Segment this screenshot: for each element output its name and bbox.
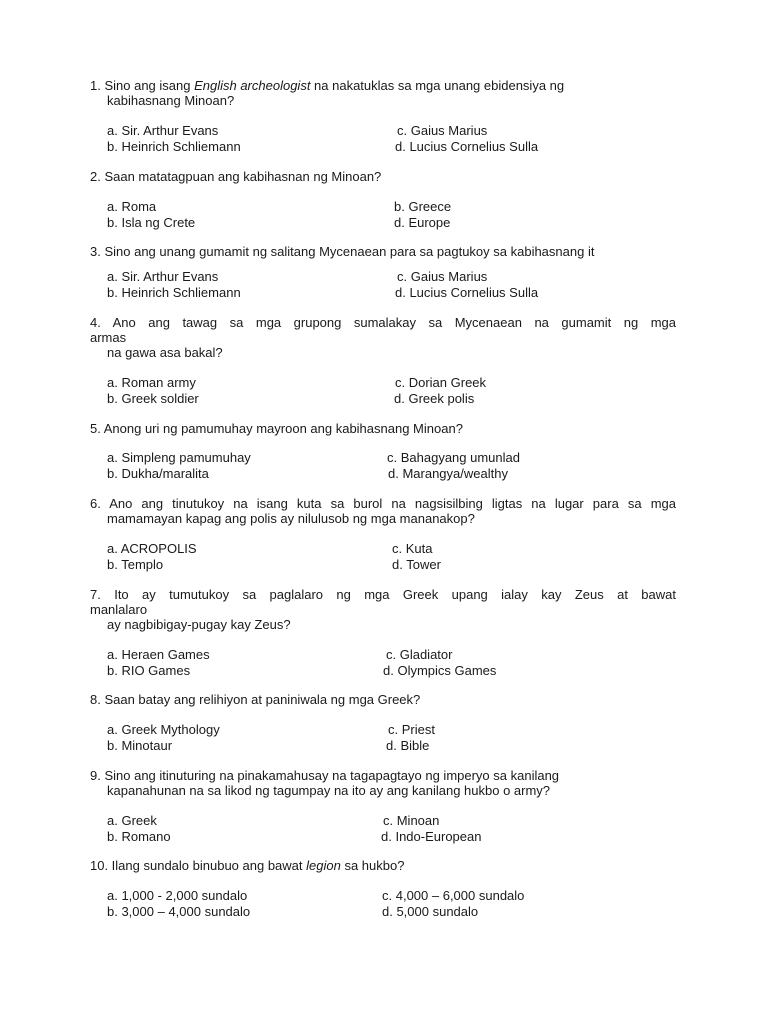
option-d[interactable]: d. Greek polis [394,390,475,406]
question-1-italic-term: English archeologist [194,78,311,93]
option-c[interactable]: c. Gaius Marius [397,123,488,138]
question-9-options [107,813,567,844]
question-8 [90,692,676,707]
option-d[interactable]: d. Bible [386,737,430,753]
question-7-text-cont: manlalaro [90,602,148,617]
option-a[interactable]: a. Heraen Games [107,647,210,662]
option-b[interactable]: b. 3,000 – 4,000 sundalo [107,903,251,919]
question-10-text-part: 10. Ilang sundalo binubuo ang bawat [90,858,307,873]
option-b[interactable]: b. Greek soldier [107,390,199,406]
question-3-text: 3. Sino ang unang gumamit ng salitang Mycenaean para sa pagtukoy sa kabihasnang it [90,244,595,259]
question-10 [90,858,676,873]
option-d[interactable]: d. Marangya/wealthy [388,465,508,481]
option-b[interactable]: b. Dukha/maralita [107,465,209,481]
question-10-text [90,858,676,873]
question-1-text [90,78,676,93]
question-6 [90,496,676,526]
question-7 [90,587,676,632]
option-a[interactable]: a. Sir. Arthur Evans [107,269,219,284]
question-4-text-cont: na gawa asa bakal? [107,345,223,360]
question-8-options [107,722,567,753]
question-6-text-cont: mamamayan kapag ang polis ay nilulusob ng mga mananakop? [107,511,475,526]
option-a[interactable]: a. ACROPOLIS [107,541,197,556]
option-b[interactable]: b. Templo [107,556,164,572]
option-c[interactable]: c. Gladiator [386,647,453,662]
question-3 [90,244,676,259]
question-6-text: 6. Ano ang tinutukoy na isang kuta sa burol na nagsisilbing ligtas na lugar para sa mga [90,496,676,511]
option-c[interactable]: c. Gaius Marius [397,269,488,284]
option-d[interactable]: d. 5,000 sundalo [382,903,479,919]
option-c[interactable]: c. Priest [388,722,435,737]
option-d[interactable]: d. Tower [392,556,441,572]
question-8-text: 8. Saan batay ang relihiyon at paniniwala ng mga Greek? [90,692,421,707]
option-b[interactable]: b. Heinrich Schliemann [107,284,241,300]
question-1-text-part: na nakatuklas sa mga unang ebidensiya ng [310,78,565,93]
question-7-options [107,647,567,678]
question-10-text-part: sa hukbo? [340,858,405,873]
question-4 [90,315,676,360]
question-2 [90,169,676,184]
question-4-text: 4. Ano ang tawag sa mga grupong sumalakay sa Mycenaean na gumamit ng mga [90,315,676,330]
option-d[interactable]: d. Lucius Cornelius Sulla [395,138,539,154]
question-5-options [107,450,567,481]
question-6-options [107,541,567,572]
question-9-text-cont: kapanahunan na sa likod ng tagumpay na ito ay ang kanilang hukbo o army? [107,783,551,798]
option-c[interactable]: c. Kuta [392,541,433,556]
option-b[interactable]: b. Minotaur [107,737,173,753]
question-7-text: 7. Ito ay tumutukoy sa paglalaro ng mga Greek upang ialay kay Zeus at bawat [90,587,676,602]
option-a[interactable]: a. Greek Mythology [107,722,220,737]
option-a[interactable]: a. Roman army [107,375,196,390]
option-a[interactable]: a. Simpleng pamumuhay [107,450,251,465]
question-4-options [107,375,567,406]
option-a[interactable]: a. 1,000 - 2,000 sundalo [107,888,248,903]
question-1 [90,78,676,108]
option-b[interactable]: b. Isla ng Crete [107,214,196,230]
question-2-options [107,199,567,230]
option-b[interactable]: b. Greece [394,199,452,214]
question-10-options [107,888,567,919]
question-1-options [107,123,567,154]
question-5 [90,421,676,436]
option-c[interactable]: c. Minoan [383,813,440,828]
option-b[interactable]: b. Romano [107,828,171,844]
question-2-text: 2. Saan matatagpuan ang kabihasnan ng Minoan? [90,169,382,184]
option-a[interactable]: a. Sir. Arthur Evans [107,123,219,138]
option-c[interactable]: c. Bahagyang umunlad [387,450,520,465]
option-d[interactable]: d. Lucius Cornelius Sulla [395,284,539,300]
option-d[interactable]: d. Olympics Games [383,662,497,678]
question-5-text: 5. Anong uri ng pamumuhay mayroon ang kabihasnang Minoan? [90,421,463,436]
question-7-text-cont: ay nagbibigay-pugay kay Zeus? [107,617,291,632]
option-a[interactable]: a. Greek [107,813,157,828]
option-c[interactable]: c. Dorian Greek [395,375,487,390]
option-b[interactable]: b. RIO Games [107,662,191,678]
question-4-text-cont: armas [90,330,127,345]
question-1-text-part: 1. Sino ang isang [90,78,195,93]
question-3-options [107,269,567,300]
question-9 [90,768,676,798]
option-b[interactable]: b. Heinrich Schliemann [107,138,241,154]
option-a[interactable]: a. Roma [107,199,157,214]
option-d[interactable]: d. Europe [394,214,451,230]
option-c[interactable]: c. 4,000 – 6,000 sundalo [382,888,525,903]
option-d[interactable]: d. Indo-European [381,828,482,844]
question-10-italic-term: legion [306,858,341,873]
question-9-text: 9. Sino ang itinuturing na pinakamahusay na tagapagtayo ng imperyo sa kanilang [90,768,560,783]
question-1-text-cont: kabihasnang Minoan? [107,93,235,108]
